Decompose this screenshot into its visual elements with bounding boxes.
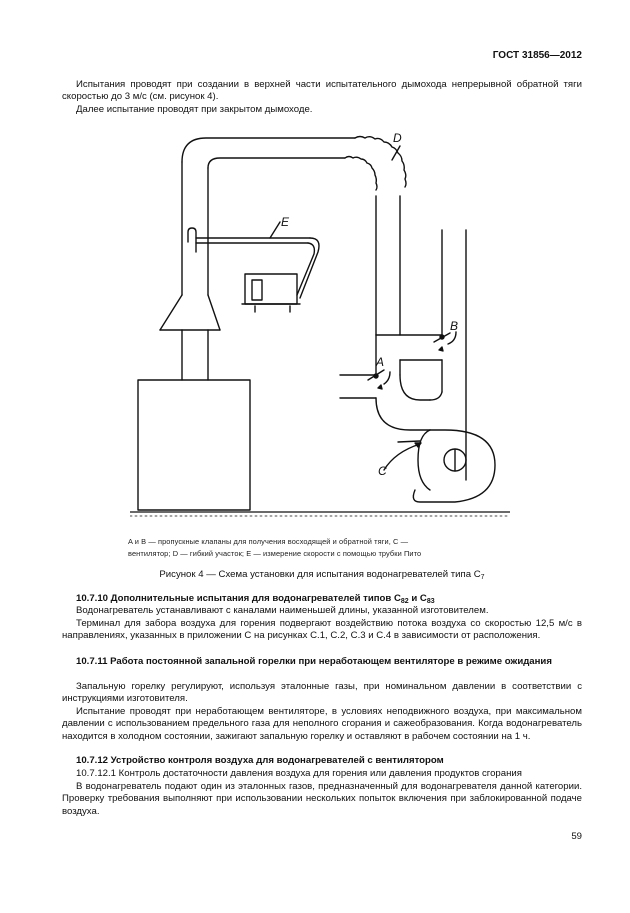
figure-legend-line-2: вентилятор; D — гибкий участок; E — измерение скорости с помощью трубки Пито — [128, 549, 422, 558]
section-10-7-11-paragraph-1: Запальную горелку регулируют, используя эталонные газы, при номинальном давлении в соответствии с инструкциями изготовителя. — [62, 681, 582, 705]
left-chimney-pipe — [182, 138, 355, 295]
manometer — [242, 274, 300, 312]
label-a: A — [376, 355, 385, 369]
label-e: E — [281, 215, 290, 229]
label-d: D — [393, 131, 402, 145]
figure-legend-line-1: A и B — пропускные клапаны для получения восходящей и обратной тяги, C — — [128, 537, 409, 546]
fan-c — [413, 430, 495, 502]
label-c: C — [378, 464, 387, 478]
draught-diverter-cone — [160, 295, 220, 380]
section-10-7-12-paragraph-1: 10.7.12.1 Контроль достаточности давления воздуха для горения или давления продуктов сгорания — [76, 768, 522, 779]
section-10-7-10-title: 10.7.10 Дополнительные испытания для водонагревателей типов $C_{82}$ и $C_{83}$ — [76, 593, 435, 605]
section-10-7-12-title: 10.7.12 Устройство контроля воздуха для водонагревателей с вентилятором — [76, 755, 444, 766]
intro-paragraph-1: Испытания проводят при создании в верхней части испытательного дымохода непрерывной обратной тяги скоростью до 3 м/с (см. рисунок 4). — [62, 79, 582, 103]
label-b: B — [450, 319, 459, 333]
section-10-7-11-paragraph-2: Испытание проводят при неработающем вентиляторе, в условиях неподвижного воздуха, при максимальном давлении с использованием предельного газа для неполного сгорания и сажеобразования. Когда водонагреватель находится в холодном состоянии, зажигают запальную горелку и оставляют в рабочем состоянии на 1 ч. — [62, 706, 582, 742]
figure-4-diagram — [130, 130, 510, 530]
appliance-box — [138, 380, 250, 510]
right-duct — [376, 196, 466, 480]
section-10-7-12-paragraph-2: В водонагреватель подают один из эталонных газов, предназначенный для водонагревателя данной категории. Проверку требования выполняют при использовании нескольких попыток включения при заблокированной подаче воздуха. — [62, 781, 582, 817]
section-10-7-10-paragraph-2: Терминал для забора воздуха для горения подвергают воздействию потока воздуха со скоростью 12,5 м/с в направлениях, указанных в приложении С на рисунках С.1, С.2, С.3 и С.4 в зависимости от расположения. — [62, 618, 582, 642]
page-number: 59 — [571, 831, 582, 842]
figure-caption: Рисунок 4 — Схема установки для испытания водонагревателей типа $C_7$ — [159, 569, 485, 581]
standard-header: ГОСТ 31856—2012 — [492, 50, 582, 61]
damper-a — [368, 370, 390, 389]
leader-c-arrow — [415, 443, 421, 447]
intro-paragraph-2: Далее испытание проводят при закрытом дымоходе. — [76, 104, 313, 115]
section-10-7-11-title: 10.7.11 Работа постоянной запальной горелки при неработающем вентиляторе в режиме ожидания — [76, 656, 552, 667]
leader-c — [384, 444, 420, 470]
section-10-7-10-paragraph-1: Водонагреватель устанавливают с каналами наименьшей длины, указанной изготовителем. — [76, 605, 489, 616]
